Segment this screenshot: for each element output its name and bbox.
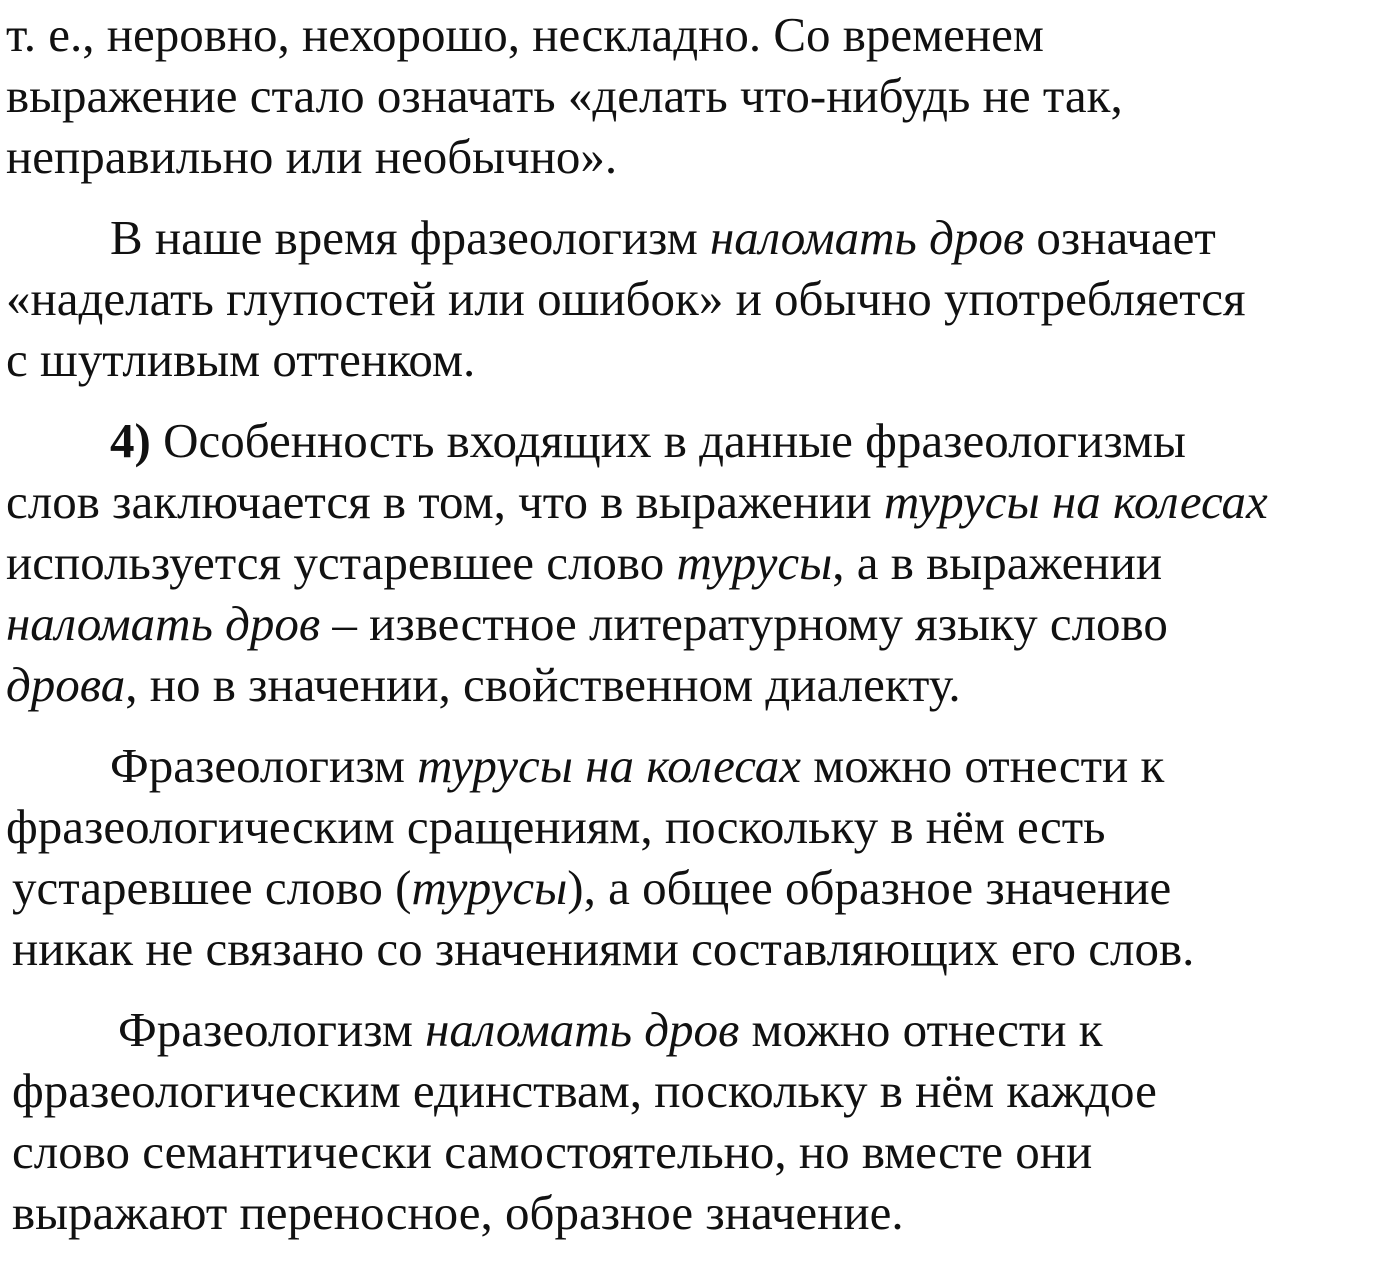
paragraph-4 xyxy=(6,735,1396,979)
paragraph-2-line-1 xyxy=(6,207,1396,268)
italic-phrase: наломать дров xyxy=(709,210,1025,265)
text-span: можно отнести к xyxy=(739,1002,1103,1057)
paragraph-4-line-3 xyxy=(6,857,1396,918)
paragraph-3-line-3 xyxy=(6,532,1396,593)
document-page xyxy=(6,0,1396,1263)
paragraph-2-line-3: с шутливым оттенком. xyxy=(6,332,476,387)
paragraph-5-line-1 xyxy=(6,999,1396,1060)
italic-phrase: турусы xyxy=(411,860,568,915)
paragraph-5-line-2: фразеологическим единствам, поскольку в нём каждое xyxy=(12,1063,1157,1118)
paragraph-4-line-2: фразеологическим сращениям, поскольку в нём есть xyxy=(6,799,1106,854)
italic-phrase: наломать дров xyxy=(425,1002,740,1057)
italic-phrase: турусы xyxy=(676,535,833,590)
paragraph-4-line-4: никак не связано со значениями составляющих его слов. xyxy=(12,921,1195,976)
paragraph-2 xyxy=(6,207,1396,390)
text-span: означает xyxy=(1024,210,1216,265)
italic-phrase: наломать дров xyxy=(6,596,321,651)
text-span: Фразеологизм xyxy=(110,738,418,793)
paragraph-5-line-4: выражают переносное, образное значение. xyxy=(12,1185,904,1240)
paragraph-3-line-2 xyxy=(6,471,1396,532)
text-span: , но в значении, свойственном диалекту. xyxy=(125,657,961,712)
paragraph-1-line-3: неправильно или необычно». xyxy=(6,129,618,184)
paragraph-5-line-3: слово семантически самостоятельно, но вместе они xyxy=(12,1124,1093,1179)
paragraph-5 xyxy=(6,999,1396,1243)
text-span: Фразеологизм xyxy=(118,1002,426,1057)
paragraph-1 xyxy=(6,4,1396,187)
text-span: используется устаревшее слово xyxy=(6,535,677,590)
text-span: , а в выражении xyxy=(832,535,1163,590)
paragraph-4-line-1 xyxy=(6,735,1396,796)
text-span: можно отнести к xyxy=(801,738,1165,793)
text-span: ), а общее образное значение xyxy=(567,860,1172,915)
paragraph-3-line-5 xyxy=(6,654,1396,715)
text-span: Особенность входящих в данные фразеологизмы xyxy=(150,413,1186,468)
italic-phrase: турусы на колесах xyxy=(883,474,1268,529)
paragraph-1-line-2: выражение стало означать «делать что-нибудь не так, xyxy=(6,68,1123,123)
paragraph-3-line-1 xyxy=(6,410,1396,471)
text-span: – известное литературному языку слово xyxy=(320,596,1168,651)
italic-phrase: дрова xyxy=(6,657,126,712)
text-span: устаревшее слово ( xyxy=(12,860,412,915)
text-span: В наше время фразеологизм xyxy=(110,210,710,265)
italic-phrase: турусы на колесах xyxy=(417,738,801,793)
item-number: 4) xyxy=(110,413,151,468)
paragraph-3 xyxy=(6,410,1396,715)
paragraph-1-line-1: т. е., неровно, нехорошо, нескладно. Со временем xyxy=(6,7,1044,62)
paragraph-2-line-2: «наделать глупостей или ошибок» и обычно употребляется xyxy=(6,271,1246,326)
text-span: слов заключается в том, что в выражении xyxy=(6,474,884,529)
paragraph-3-line-4 xyxy=(6,593,1396,654)
